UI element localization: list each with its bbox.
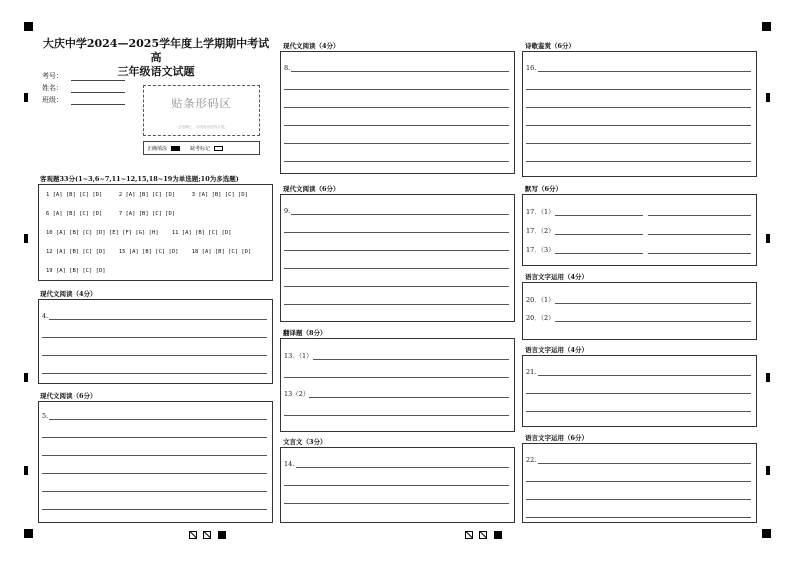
answer-box-q8[interactable]: 8. — [280, 51, 515, 174]
page-code-box — [479, 531, 487, 539]
corner-mark-bottom-right — [762, 529, 771, 538]
section-title: 现代文阅读（4分） — [40, 290, 97, 298]
section-title: 语言文字运用（4分） — [525, 273, 589, 281]
answer-box-q17[interactable]: 17．（1） 17．（2） 17．（3） — [522, 194, 757, 266]
corner-mark-top-left — [24, 22, 33, 31]
correct-fill-sample — [171, 146, 180, 151]
absent-mark-box[interactable] — [214, 146, 223, 151]
section-title: 语言文字运用（4分） — [525, 346, 589, 354]
side-mark — [766, 466, 770, 475]
side-mark — [24, 466, 28, 475]
answer-box-q16[interactable]: 16. — [522, 51, 757, 177]
side-mark — [766, 93, 770, 102]
name-field[interactable]: 姓名： — [42, 83, 125, 93]
answer-box-q21[interactable]: 21. — [522, 355, 757, 427]
mc-row[interactable]: 12 [A] [B] [C] [D] 15 [A] [B] [C] [D] 18 [A] [B] [C] [D] — [46, 249, 252, 255]
mc-row[interactable]: 6 [A] [B] [C] [D] 7 [A] [B] [C] [D] — [46, 211, 176, 217]
section-title: 现代文阅读（6分） — [283, 185, 340, 193]
section-title: 语言文字运用（6分） — [525, 434, 589, 442]
mc-row[interactable]: 10 [A] [B] [C] [D] [E] [F] [G] [H] 11 [A] [B] [C] [D] — [46, 230, 232, 236]
exam-title: 大庆中学2024—2025学年度上学期期中考试 高 三年级语文试题 — [42, 37, 270, 78]
page-code-box — [189, 531, 197, 539]
page-code-mark — [494, 531, 502, 539]
corner-mark-bottom-left — [24, 529, 33, 538]
section-title: 现代文阅读（6分） — [40, 392, 97, 400]
answer-box-q22[interactable]: 22. — [522, 443, 757, 523]
answer-box-q9[interactable]: 9. — [280, 194, 515, 322]
side-mark — [24, 93, 28, 102]
side-mark — [766, 373, 770, 382]
objective-answer-box — [38, 184, 273, 281]
section-title: 默写（6分） — [525, 185, 563, 193]
section-title: 诗歌鉴赏（6分） — [525, 42, 576, 50]
section-title: 翻译题（8分） — [283, 329, 327, 337]
section-title: 现代文阅读（4分） — [283, 42, 340, 50]
answer-box-q14[interactable]: 14. — [280, 447, 515, 523]
fill-legend: 正确填涂 缺考标记 — [143, 141, 260, 155]
answer-box-q5[interactable]: 5. — [38, 401, 273, 523]
mc-row[interactable]: 19 [A] [B] [C] [D] — [46, 268, 106, 274]
corner-mark-top-right — [762, 22, 771, 31]
side-mark — [766, 234, 770, 243]
page-code-box — [203, 531, 211, 539]
class-field[interactable]: 班级： — [42, 95, 125, 105]
page-code-box — [465, 531, 473, 539]
side-mark — [24, 373, 28, 382]
section-title: 文言文（3分） — [283, 438, 327, 446]
mc-row[interactable]: 1 [A] [B] [C] [D] 2 [A] [B] [C] [D] 3 [A] [B] [C] [D] — [46, 192, 248, 198]
answer-box-q13[interactable]: 13．（1） 13（2） — [280, 338, 515, 432]
answer-box-q4[interactable]: 4. — [38, 299, 273, 384]
objective-title: 客观题33分(1~3,6~7,11~12,15,18~19为单选题;10为多选题) — [40, 175, 239, 183]
barcode-area: 贴条形码区 （正面朝上，切勿贴出虚线方框） — [143, 85, 260, 136]
answer-box-q20[interactable]: 20．（1） 20．（2） — [522, 282, 757, 340]
side-mark — [24, 234, 28, 243]
page-code-mark — [218, 531, 226, 539]
student-id-field[interactable]: 考号： — [42, 71, 125, 81]
